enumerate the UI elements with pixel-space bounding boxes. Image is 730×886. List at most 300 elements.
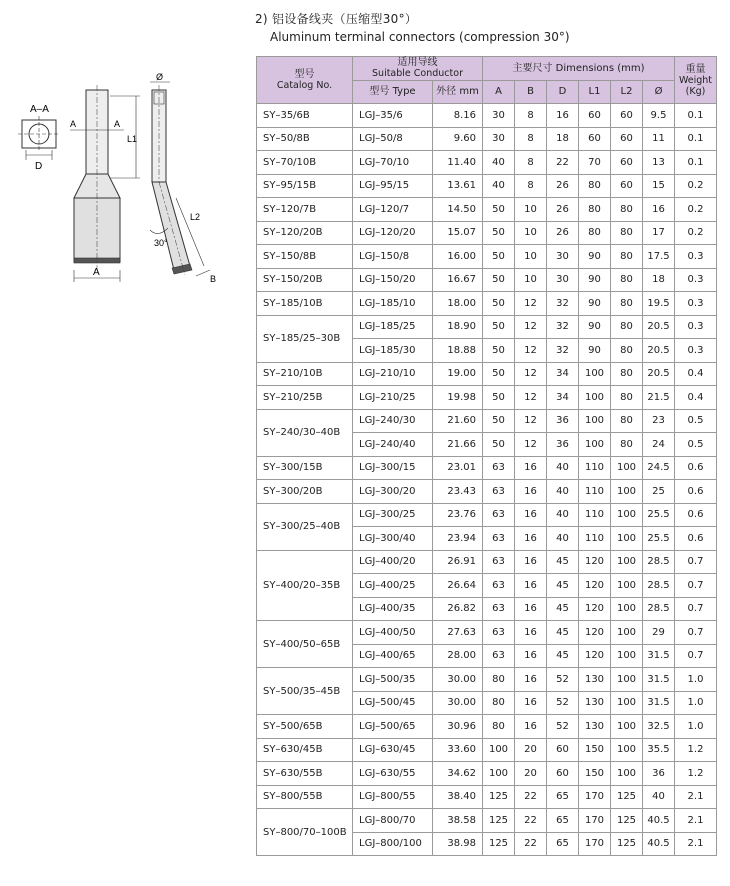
dim-l2-cell: 80 [611, 409, 643, 433]
dim-l2-cell: 100 [611, 503, 643, 527]
type-cell: LGJ–210/10 [353, 362, 433, 386]
od-cell: 30.96 [433, 715, 483, 739]
dim-l2-cell: 100 [611, 668, 643, 692]
catalog-cell: SY–800/70–100B [257, 809, 353, 856]
dim-d-cell: 32 [547, 315, 579, 339]
type-cell: LGJ–150/20 [353, 268, 433, 292]
dim-phi-cell: 21.5 [643, 386, 675, 410]
type-cell: LGJ–300/25 [353, 503, 433, 527]
catalog-cell: SY–95/15B [257, 174, 353, 198]
dim-phi-cell: 16 [643, 198, 675, 222]
header-conductor: 适用导线 Suitable Conductor [353, 57, 483, 81]
dim-a-cell: 63 [483, 574, 515, 598]
od-cell: 28.00 [433, 644, 483, 668]
dim-l2-cell: 80 [611, 245, 643, 269]
dim-phi-cell: 31.5 [643, 668, 675, 692]
dim-l1-cell: 90 [579, 315, 611, 339]
dim-l2-cell: 125 [611, 809, 643, 833]
dim-l1-cell: 120 [579, 621, 611, 645]
catalog-cell: SY–185/10B [257, 292, 353, 316]
dim-a-cell: 50 [483, 292, 515, 316]
dim-d-cell: 45 [547, 597, 579, 621]
dim-phi-cell: 17.5 [643, 245, 675, 269]
header-dim-l1: L1 [579, 80, 611, 104]
od-cell: 16.00 [433, 245, 483, 269]
dim-b-cell: 16 [515, 456, 547, 480]
dim-l2-cell: 80 [611, 433, 643, 457]
dim-l2-cell: 125 [611, 832, 643, 856]
label-a-bottom: A [93, 267, 100, 278]
od-cell: 23.43 [433, 480, 483, 504]
dim-b-cell: 16 [515, 597, 547, 621]
dim-d-cell: 32 [547, 292, 579, 316]
dim-l2-cell: 60 [611, 127, 643, 151]
dim-l1-cell: 70 [579, 151, 611, 175]
weight-cell: 2.1 [675, 832, 717, 856]
dim-l2-cell: 100 [611, 597, 643, 621]
dim-a-cell: 80 [483, 691, 515, 715]
dim-l2-cell: 100 [611, 480, 643, 504]
od-cell: 18.88 [433, 339, 483, 363]
dim-l1-cell: 150 [579, 738, 611, 762]
label-a-right: A [114, 119, 121, 129]
dim-d-cell: 65 [547, 809, 579, 833]
dim-phi-cell: 25.5 [643, 503, 675, 527]
dim-phi-cell: 28.5 [643, 574, 675, 598]
weight-cell: 0.5 [675, 409, 717, 433]
dim-d-cell: 36 [547, 409, 579, 433]
dim-b-cell: 16 [515, 621, 547, 645]
od-cell: 23.01 [433, 456, 483, 480]
od-cell: 16.67 [433, 268, 483, 292]
dim-d-cell: 65 [547, 832, 579, 856]
dim-l1-cell: 110 [579, 527, 611, 551]
dim-d-cell: 60 [547, 738, 579, 762]
dim-a-cell: 63 [483, 550, 515, 574]
table-row [257, 550, 717, 574]
dim-l2-cell: 100 [611, 527, 643, 551]
dim-d-cell: 40 [547, 527, 579, 551]
catalog-cell: SY–300/15B [257, 456, 353, 480]
weight-cell: 0.3 [675, 315, 717, 339]
od-cell: 21.66 [433, 433, 483, 457]
page-title-en: Aluminum terminal connectors (compression 30°) [270, 30, 570, 44]
weight-cell: 0.3 [675, 268, 717, 292]
table-row [257, 409, 717, 433]
weight-cell: 0.2 [675, 198, 717, 222]
weight-cell: 1.0 [675, 715, 717, 739]
dim-b-cell: 16 [515, 550, 547, 574]
dim-d-cell: 34 [547, 362, 579, 386]
dim-l2-cell: 80 [611, 292, 643, 316]
dim-b-cell: 16 [515, 503, 547, 527]
weight-cell: 0.6 [675, 456, 717, 480]
dim-d-cell: 60 [547, 762, 579, 786]
od-cell: 38.58 [433, 809, 483, 833]
catalog-cell: SY–50/8B [257, 127, 353, 151]
header-dim-d: D [547, 80, 579, 104]
catalog-cell: SY–240/30–40B [257, 409, 353, 456]
dim-b-cell: 12 [515, 409, 547, 433]
catalog-cell: SY–150/20B [257, 268, 353, 292]
od-cell: 33.60 [433, 738, 483, 762]
header-type: 型号 Type [353, 80, 433, 104]
dim-phi-cell: 24.5 [643, 456, 675, 480]
dim-a-cell: 63 [483, 503, 515, 527]
type-cell: LGJ–50/8 [353, 127, 433, 151]
dim-phi-cell: 28.5 [643, 597, 675, 621]
dim-a-cell: 125 [483, 832, 515, 856]
dim-b-cell: 16 [515, 574, 547, 598]
type-cell: LGJ–185/10 [353, 292, 433, 316]
dim-l2-cell: 80 [611, 362, 643, 386]
section-label: A–A [30, 104, 49, 115]
catalog-cell: SY–210/10B [257, 362, 353, 386]
dim-d-cell: 40 [547, 456, 579, 480]
spec-table-body [257, 104, 717, 856]
type-cell: LGJ–240/40 [353, 433, 433, 457]
od-cell: 18.00 [433, 292, 483, 316]
od-cell: 26.82 [433, 597, 483, 621]
table-row [257, 198, 717, 222]
dim-b-cell: 8 [515, 174, 547, 198]
type-cell: LGJ–300/20 [353, 480, 433, 504]
dim-phi-cell: 25 [643, 480, 675, 504]
type-cell: LGJ–800/55 [353, 785, 433, 809]
table-row [257, 480, 717, 504]
dim-b-cell: 12 [515, 339, 547, 363]
dim-l1-cell: 130 [579, 691, 611, 715]
dim-l2-cell: 80 [611, 315, 643, 339]
dim-a-cell: 80 [483, 668, 515, 692]
weight-cell: 0.6 [675, 480, 717, 504]
weight-cell: 0.3 [675, 292, 717, 316]
dim-phi-cell: 11 [643, 127, 675, 151]
dim-d-cell: 30 [547, 245, 579, 269]
catalog-cell: SY–500/35–45B [257, 668, 353, 715]
od-cell: 11.40 [433, 151, 483, 175]
weight-cell: 0.5 [675, 433, 717, 457]
type-cell: LGJ–240/30 [353, 409, 433, 433]
dim-a-cell: 30 [483, 127, 515, 151]
dim-a-cell: 63 [483, 597, 515, 621]
dim-l1-cell: 120 [579, 574, 611, 598]
dim-l2-cell: 100 [611, 691, 643, 715]
dim-l1-cell: 170 [579, 809, 611, 833]
dim-l2-cell: 80 [611, 386, 643, 410]
dim-phi-cell: 28.5 [643, 550, 675, 574]
dim-a-cell: 63 [483, 621, 515, 645]
od-cell: 13.61 [433, 174, 483, 198]
dim-d-cell: 52 [547, 715, 579, 739]
weight-cell: 0.7 [675, 597, 717, 621]
dim-l1-cell: 60 [579, 127, 611, 151]
label-b: B [210, 274, 217, 284]
weight-cell: 1.2 [675, 738, 717, 762]
dim-b-cell: 22 [515, 785, 547, 809]
dim-d-cell: 45 [547, 621, 579, 645]
header-dim-b: B [515, 80, 547, 104]
dim-b-cell: 16 [515, 691, 547, 715]
catalog-cell: SY–400/50–65B [257, 621, 353, 668]
catalog-cell: SY–400/20–35B [257, 550, 353, 621]
dim-a-cell: 50 [483, 315, 515, 339]
label-a-left: A [70, 119, 77, 129]
table-row [257, 809, 717, 833]
dim-l2-cell: 100 [611, 621, 643, 645]
catalog-cell: SY–630/55B [257, 762, 353, 786]
label-phi: Ø [156, 72, 164, 82]
dim-d-cell: 16 [547, 104, 579, 128]
dim-phi-cell: 29 [643, 621, 675, 645]
dim-phi-cell: 32.5 [643, 715, 675, 739]
dim-l2-cell: 80 [611, 221, 643, 245]
header-dim-l2: L2 [611, 80, 643, 104]
dim-l1-cell: 90 [579, 268, 611, 292]
catalog-cell: SY–150/8B [257, 245, 353, 269]
type-cell: LGJ–800/70 [353, 809, 433, 833]
dim-b-cell: 12 [515, 433, 547, 457]
dim-a-cell: 63 [483, 527, 515, 551]
dim-d-cell: 30 [547, 268, 579, 292]
weight-cell: 0.3 [675, 339, 717, 363]
type-cell: LGJ–210/25 [353, 386, 433, 410]
dim-d-cell: 65 [547, 785, 579, 809]
type-cell: LGJ–35/6 [353, 104, 433, 128]
dim-a-cell: 63 [483, 456, 515, 480]
type-cell: LGJ–400/25 [353, 574, 433, 598]
type-cell: LGJ–185/25 [353, 315, 433, 339]
dim-phi-cell: 9.5 [643, 104, 675, 128]
catalog-cell: SY–300/25–40B [257, 503, 353, 550]
dim-phi-cell: 36 [643, 762, 675, 786]
weight-cell: 2.1 [675, 785, 717, 809]
type-cell: LGJ–800/100 [353, 832, 433, 856]
weight-cell: 0.1 [675, 151, 717, 175]
dim-l2-cell: 100 [611, 762, 643, 786]
type-cell: LGJ–500/35 [353, 668, 433, 692]
dim-d-cell: 40 [547, 480, 579, 504]
dim-l2-cell: 60 [611, 174, 643, 198]
dim-b-cell: 12 [515, 362, 547, 386]
od-cell: 14.50 [433, 198, 483, 222]
weight-cell: 1.0 [675, 668, 717, 692]
weight-cell: 2.1 [675, 809, 717, 833]
dim-l1-cell: 170 [579, 785, 611, 809]
spec-table [256, 56, 717, 856]
table-row [257, 127, 717, 151]
dim-l1-cell: 100 [579, 433, 611, 457]
dim-d-cell: 52 [547, 668, 579, 692]
od-cell: 34.62 [433, 762, 483, 786]
dim-phi-cell: 40 [643, 785, 675, 809]
table-row [257, 104, 717, 128]
dim-phi-cell: 20.5 [643, 339, 675, 363]
header-od: 外径 mm [433, 80, 483, 104]
dim-a-cell: 125 [483, 785, 515, 809]
dim-d-cell: 45 [547, 574, 579, 598]
dim-phi-cell: 18 [643, 268, 675, 292]
dim-phi-cell: 20.5 [643, 362, 675, 386]
catalog-cell: SY–35/6B [257, 104, 353, 128]
dim-a-cell: 40 [483, 151, 515, 175]
type-cell: LGJ–500/45 [353, 691, 433, 715]
dim-phi-cell: 23 [643, 409, 675, 433]
dim-l1-cell: 80 [579, 174, 611, 198]
dim-b-cell: 20 [515, 762, 547, 786]
weight-cell: 0.3 [675, 245, 717, 269]
table-row [257, 151, 717, 175]
od-cell: 23.76 [433, 503, 483, 527]
weight-cell: 0.7 [675, 621, 717, 645]
dim-phi-cell: 17 [643, 221, 675, 245]
dim-l1-cell: 170 [579, 832, 611, 856]
dim-a-cell: 30 [483, 104, 515, 128]
type-cell: LGJ–120/20 [353, 221, 433, 245]
dim-a-cell: 50 [483, 433, 515, 457]
dim-a-cell: 80 [483, 715, 515, 739]
table-row [257, 621, 717, 645]
dim-l1-cell: 120 [579, 550, 611, 574]
weight-cell: 0.1 [675, 104, 717, 128]
dim-a-cell: 125 [483, 809, 515, 833]
type-cell: LGJ–95/15 [353, 174, 433, 198]
dim-b-cell: 16 [515, 668, 547, 692]
od-cell: 30.00 [433, 691, 483, 715]
table-row [257, 174, 717, 198]
table-row [257, 268, 717, 292]
table-row [257, 715, 717, 739]
dim-a-cell: 50 [483, 198, 515, 222]
dim-d-cell: 18 [547, 127, 579, 151]
dim-b-cell: 10 [515, 221, 547, 245]
header-dim-phi: Ø [643, 80, 675, 104]
dim-d-cell: 32 [547, 339, 579, 363]
dim-l1-cell: 110 [579, 503, 611, 527]
dim-b-cell: 12 [515, 315, 547, 339]
connector-drawing [0, 70, 250, 310]
dim-phi-cell: 15 [643, 174, 675, 198]
type-cell: LGJ–120/7 [353, 198, 433, 222]
table-row [257, 762, 717, 786]
catalog-cell: SY–70/10B [257, 151, 353, 175]
table-row [257, 292, 717, 316]
dim-l1-cell: 80 [579, 221, 611, 245]
dim-l2-cell: 60 [611, 151, 643, 175]
od-cell: 18.90 [433, 315, 483, 339]
table-row [257, 738, 717, 762]
dim-l1-cell: 120 [579, 644, 611, 668]
dim-b-cell: 16 [515, 715, 547, 739]
catalog-cell: SY–185/25–30B [257, 315, 353, 362]
od-cell: 9.60 [433, 127, 483, 151]
weight-cell: 0.4 [675, 362, 717, 386]
dim-b-cell: 12 [515, 386, 547, 410]
dim-l1-cell: 150 [579, 762, 611, 786]
label-angle: 30° [154, 238, 168, 248]
dim-l1-cell: 130 [579, 715, 611, 739]
dim-a-cell: 50 [483, 386, 515, 410]
weight-cell: 0.7 [675, 550, 717, 574]
weight-cell: 0.1 [675, 127, 717, 151]
dim-a-cell: 50 [483, 245, 515, 269]
dim-phi-cell: 31.5 [643, 691, 675, 715]
catalog-cell: SY–120/7B [257, 198, 353, 222]
catalog-cell: SY–630/45B [257, 738, 353, 762]
dim-b-cell: 12 [515, 292, 547, 316]
table-row [257, 785, 717, 809]
dim-b-cell: 22 [515, 832, 547, 856]
type-cell: LGJ–630/45 [353, 738, 433, 762]
table-row [257, 315, 717, 339]
dim-d-cell: 36 [547, 433, 579, 457]
dim-l2-cell: 60 [611, 104, 643, 128]
dim-l2-cell: 100 [611, 574, 643, 598]
catalog-cell: SY–210/25B [257, 386, 353, 410]
dim-b-cell: 22 [515, 809, 547, 833]
dim-d-cell: 45 [547, 550, 579, 574]
table-row [257, 456, 717, 480]
catalog-cell: SY–120/20B [257, 221, 353, 245]
dim-a-cell: 50 [483, 409, 515, 433]
dim-l1-cell: 100 [579, 386, 611, 410]
dim-l2-cell: 100 [611, 456, 643, 480]
type-cell: LGJ–185/30 [353, 339, 433, 363]
dim-phi-cell: 20.5 [643, 315, 675, 339]
dim-d-cell: 52 [547, 691, 579, 715]
catalog-cell: SY–800/55B [257, 785, 353, 809]
dim-phi-cell: 19.5 [643, 292, 675, 316]
dim-d-cell: 34 [547, 386, 579, 410]
side-bent-barrel [152, 182, 190, 270]
dim-b-cell: 8 [515, 104, 547, 128]
header-dimensions: 主要尺寸 Dimensions (mm) [483, 57, 675, 81]
dim-b-cell: 8 [515, 151, 547, 175]
dim-d-cell: 26 [547, 198, 579, 222]
dim-l1-cell: 110 [579, 480, 611, 504]
dim-d-cell: 26 [547, 221, 579, 245]
dim-l1-cell: 120 [579, 597, 611, 621]
dim-phi-cell: 31.5 [643, 644, 675, 668]
weight-cell: 1.0 [675, 691, 717, 715]
header-weight: 重量 Weight (Kg) [675, 57, 717, 104]
type-cell: LGJ–400/20 [353, 550, 433, 574]
table-row [257, 503, 717, 527]
type-cell: LGJ–400/35 [353, 597, 433, 621]
weight-cell: 0.2 [675, 221, 717, 245]
dim-l2-cell: 100 [611, 738, 643, 762]
od-cell: 19.00 [433, 362, 483, 386]
dim-l1-cell: 80 [579, 198, 611, 222]
weight-cell: 1.2 [675, 762, 717, 786]
dim-b-cell: 10 [515, 268, 547, 292]
table-row [257, 362, 717, 386]
weight-cell: 0.4 [675, 386, 717, 410]
weight-cell: 0.2 [675, 174, 717, 198]
type-cell: LGJ–150/8 [353, 245, 433, 269]
dim-a-cell: 50 [483, 362, 515, 386]
dim-a-cell: 63 [483, 480, 515, 504]
header-dim-a: A [483, 80, 515, 104]
dim-phi-cell: 35.5 [643, 738, 675, 762]
type-cell: LGJ–400/65 [353, 644, 433, 668]
weight-cell: 0.7 [675, 574, 717, 598]
dim-d-cell: 40 [547, 503, 579, 527]
header-catalog: 型号 Catalog No. [257, 57, 353, 104]
dim-l1-cell: 90 [579, 245, 611, 269]
od-cell: 15.07 [433, 221, 483, 245]
od-cell: 26.91 [433, 550, 483, 574]
